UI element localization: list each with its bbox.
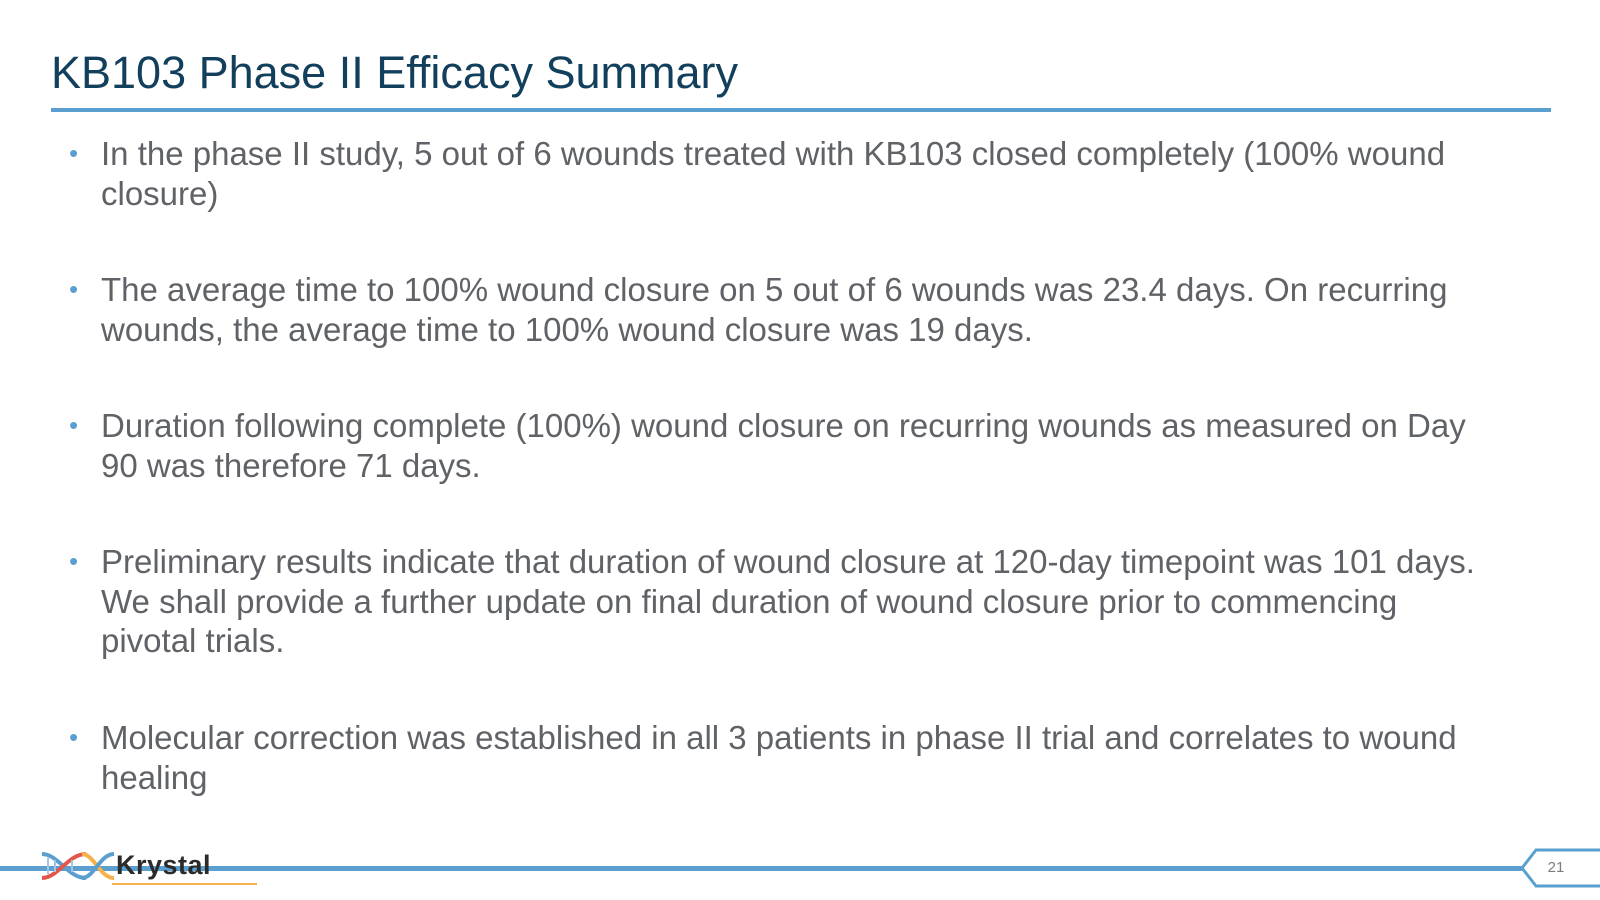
bullet-icon: • xyxy=(69,410,79,440)
slide-title: KB103 Phase II Efficacy Summary xyxy=(51,47,738,98)
bullet-icon: • xyxy=(69,138,79,168)
bullet-item xyxy=(69,406,1489,485)
bullet-text: Molecular correction was established in all 3 patients in phase II trial and correlates to wound healing xyxy=(101,719,1457,796)
bullet-item xyxy=(69,542,1489,661)
dna-helix-logo-icon xyxy=(38,846,118,886)
bullet-item xyxy=(69,718,1489,797)
slide-footer xyxy=(0,840,1600,900)
title-divider xyxy=(51,108,1551,112)
bullet-text: The average time to 100% wound closure on 5 out of 6 wounds was 23.4 days. On recurring wounds, the average time to 100% wound closure was 19 days. xyxy=(101,271,1448,348)
bullet-text: In the phase II study, 5 out of 6 wounds treated with KB103 closed completely (100% wound closure) xyxy=(101,135,1446,212)
logo-underline xyxy=(112,883,257,885)
bullet-icon: • xyxy=(69,274,79,304)
bullet-item xyxy=(69,270,1489,349)
bullet-text: Duration following complete (100%) wound closure on recurring wounds as measured on Day 90 was therefore 71 days. xyxy=(101,407,1466,484)
bullet-text: Preliminary results indicate that duration of wound closure at 120-day timepoint was 101 days. We shall provide a further update on final duration of wound closure prior to commencing pivotal trials. xyxy=(101,543,1475,659)
bullet-item xyxy=(69,134,1489,213)
page-number: 21 xyxy=(1547,859,1565,876)
bullet-icon: • xyxy=(69,722,79,752)
footer-divider xyxy=(0,866,1522,871)
bullet-icon: • xyxy=(69,546,79,576)
logo-wordmark: Krystal xyxy=(116,850,212,880)
